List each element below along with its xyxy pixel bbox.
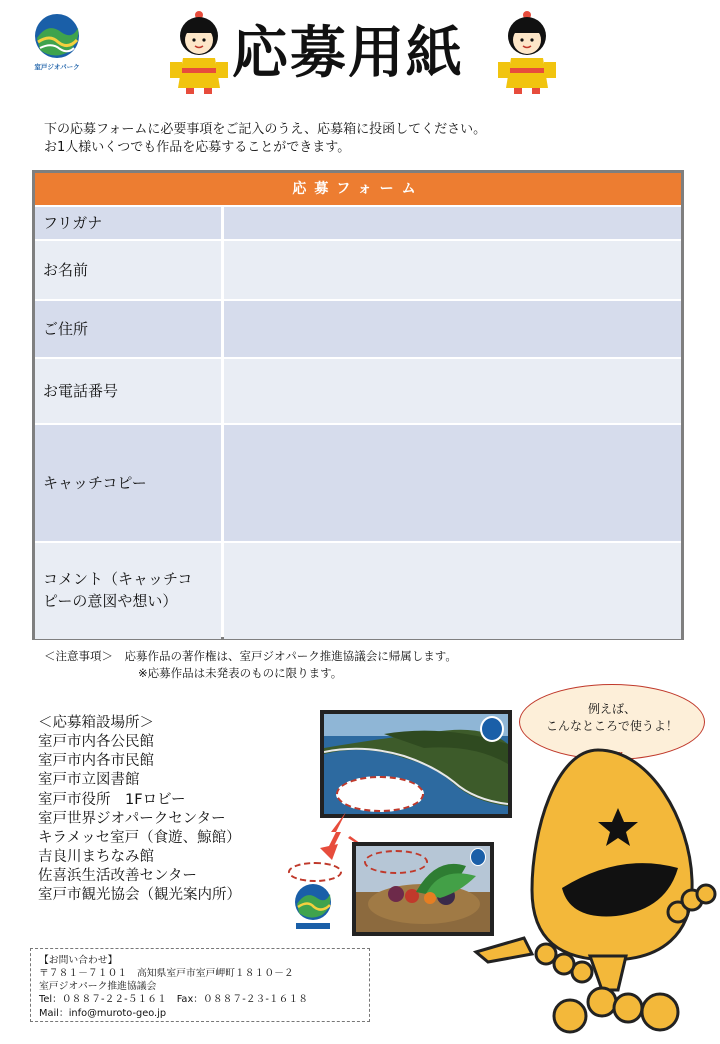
bubble-line-2: こんなところで使うよ！ — [546, 719, 678, 734]
location-item: 室戸市観光協会（観光案内所） — [38, 887, 241, 904]
geopark-mascot-icon — [470, 740, 720, 1040]
photo-logo-icon — [480, 716, 504, 742]
entry-form — [32, 170, 684, 640]
bubble-line-1: 例えば、 — [587, 702, 636, 716]
intro-line-2: お1人様いくつでも作品を応募することができます。 — [44, 140, 351, 155]
geopark-small-logo-icon — [290, 882, 336, 932]
form-header: 応募フォーム — [35, 173, 681, 205]
name-field[interactable] — [224, 241, 681, 301]
form-row-address — [35, 299, 681, 359]
intro-line-1: 下の応募フォームに必要事項をご記入のうえ、応募箱に投函してください。 — [44, 122, 487, 137]
location-item: 吉良川まちなみ館 — [38, 848, 154, 865]
form-label-address: ご住所 — [35, 301, 221, 359]
location-item: 室戸世界ジオパークセンター — [38, 810, 226, 827]
contact-mail: Mail：info@muroto-geo.jp — [39, 1007, 167, 1019]
notes — [44, 648, 457, 681]
contact-phone: Tel：０８８７-２２-５１６１ Fax：０８８７-２３-１６１８ — [39, 994, 309, 1006]
notes-line-1: ＜注意事項＞ 応募作品の著作権は、室戸ジオパーク推進協議会に帰属します。 — [44, 649, 457, 663]
furigana-field[interactable] — [224, 207, 681, 241]
mascot-girl-left-icon — [166, 10, 232, 96]
photo-highlight-circle — [364, 850, 428, 874]
comment-field[interactable] — [224, 543, 681, 639]
form-row-furigana — [35, 205, 681, 241]
catchcopy-field[interactable] — [224, 425, 681, 543]
box-locations — [38, 714, 241, 905]
form-label-catchcopy: キャッチコピー — [35, 425, 221, 543]
photo-highlight-circle — [336, 776, 424, 812]
form-label-name: お名前 — [35, 241, 221, 301]
contact-box — [30, 948, 370, 1022]
form-label-phone: お電話番号 — [35, 359, 221, 425]
location-item: 室戸市役所 1Fロビー — [38, 791, 186, 808]
form-row-name — [35, 239, 681, 301]
phone-field[interactable] — [224, 359, 681, 425]
contact-org: 室戸ジオパーク推進協議会 — [39, 981, 157, 993]
form-row-phone — [35, 357, 681, 425]
location-item: 室戸市内各公民館 — [38, 734, 154, 751]
location-item: 室戸市立図書館 — [38, 772, 140, 789]
logo-text: 室戸ジオパーク — [34, 63, 80, 71]
mascot-girl-right-icon — [494, 10, 560, 96]
locations-title: ＜応募箱設場所＞ — [38, 715, 154, 731]
form-label-comment: コメント（キャッチコピーの意図や想い） — [35, 543, 221, 639]
page-title: 応募用紙 — [232, 21, 464, 86]
location-item: 佐喜浜生活改善センター — [38, 868, 197, 884]
form-row-catchcopy — [35, 423, 681, 543]
address-field[interactable] — [224, 301, 681, 359]
form-row-comment — [35, 541, 681, 639]
contact-address: 〒７８１－７１０１ 高知県室戸市室戸岬町１８１０－２ — [39, 968, 294, 980]
location-item: キラメッセ室戸（食遊、鯨館） — [38, 829, 241, 846]
contact-title: 【お問い合わせ】 — [39, 955, 118, 966]
small-highlight-circle — [288, 862, 342, 882]
geopark-logo — [28, 12, 86, 72]
notes-line-2: ※応募作品は未発表のものに限ります。 — [138, 665, 343, 680]
form-label-furigana: フリガナ — [35, 207, 221, 241]
location-item: 室戸市内各市民館 — [38, 753, 154, 770]
